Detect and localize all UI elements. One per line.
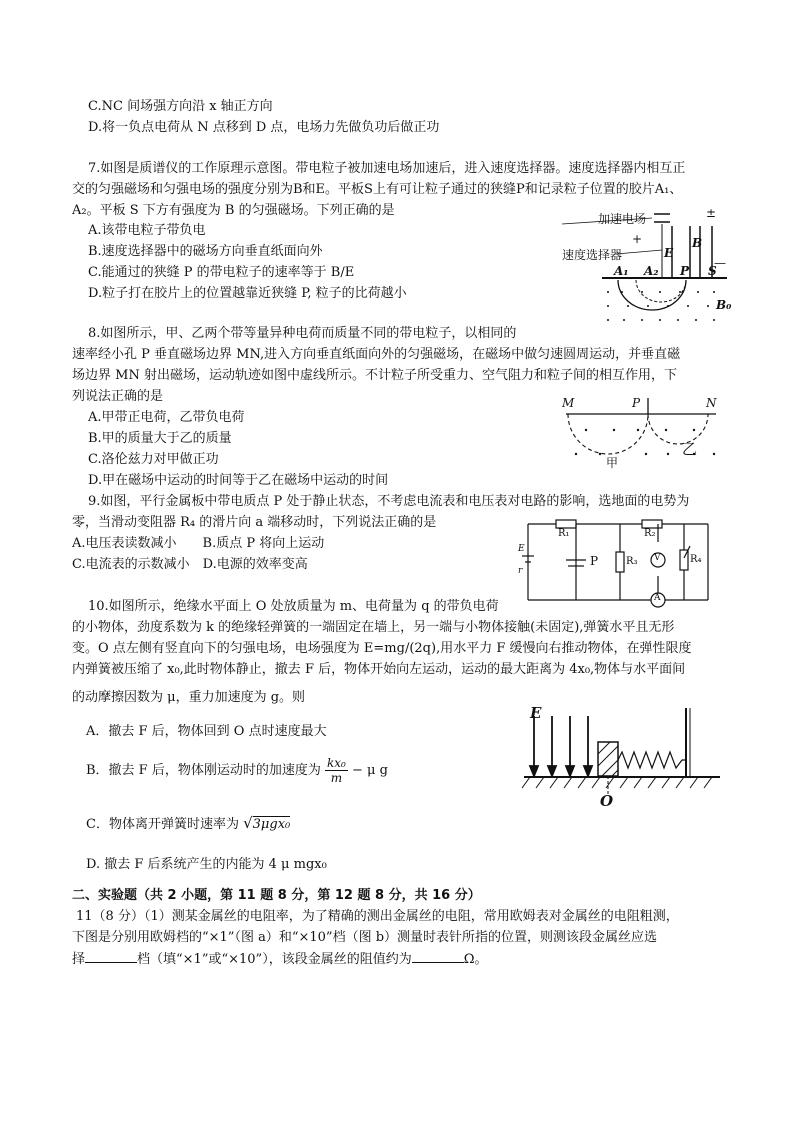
q9-options-ab: A.电压表读数减小 B.质点 P 将向上运动 (72, 536, 325, 551)
selector-label: 速度选择器 (562, 248, 623, 262)
q7-option-a: A.该带电粒子带负电 (88, 223, 206, 238)
o-point-label: O (600, 792, 614, 810)
q8-stem-line1: 8.如图所示，甲、乙两个带等量异种电荷而质量不同的带电粒子，以相同的 (88, 326, 517, 341)
sqrt-symbol: √ (243, 814, 253, 832)
q10-option-b (86, 756, 388, 785)
q8-stem-line4: 列说法正确的是 (72, 389, 164, 404)
magnetic-field-figure (556, 396, 726, 470)
spring-block-figure (520, 704, 726, 812)
q10-stem-line3: 变。O 点左侧有竖直向下的匀强电场，电场强度为 E=mg/(2q),用水平力 F 缓慢向右推动物体，在弹性限度 (72, 641, 692, 656)
r4-label: R₄ (690, 554, 702, 565)
particle-p-label: P (590, 554, 599, 568)
n-label: N (706, 396, 717, 410)
q10-option-d: D. 撤去 F 后系统产生的内能为 4 μ mgx₀ (86, 857, 327, 872)
q10-stem-line2: 的小物体，劲度系数为 k 的绝缘轻弹簧的一端固定在墙上，另一端与小物体接触(未固定),弹簧水平且无形 (72, 620, 675, 635)
mass-spectrometer-figure (562, 206, 732, 330)
jia-label: 甲 (606, 456, 619, 470)
q10-option-b-tail: − μ g (351, 763, 388, 778)
circuit-diagram (518, 516, 718, 608)
trajectory-diagram (556, 396, 726, 470)
q8-option-a: A.甲带正电荷，乙带负电荷 (88, 410, 245, 425)
plus-top-label: ± (706, 206, 717, 220)
q7-option-b: B.速度选择器中的磁场方向垂直纸面向外 (88, 244, 323, 259)
q7-option-d: D.粒子打在胶片上的位置越靠近狭缝 P, 粒子的比荷越小 (88, 286, 407, 301)
q7-option-c: C.能通过的狭缝 P 的带电粒子的速率等于 B/E (88, 265, 355, 280)
spring-block-diagram (520, 704, 726, 812)
a1-label: A₁ (614, 264, 629, 278)
p-slit-label: P (680, 264, 690, 278)
q10-stem-line5: 的动摩擦因数为 μ，重力加速度为 g。则 (72, 690, 306, 705)
b-field-label: B (692, 236, 703, 250)
a2-label: A₂ (644, 264, 659, 278)
q11-line2: 下图是分别用欧姆档的“×1”（图 a）和“×10”档（图 b）测量时表针所指的位置，则测该段金属丝应选 (72, 930, 658, 945)
emf-label: E (518, 544, 525, 554)
q11-line3-start: 择 (72, 952, 86, 967)
q10-stem-line1: 10.如图所示，绝缘水平面上 O 处放质量为 m、电荷量为 q 的带负电荷 (88, 599, 499, 614)
q10-option-a: A．撤去 F 后，物体回到 O 点时速度最大 (86, 724, 327, 739)
s-plate-label: S (708, 264, 717, 278)
q7-stem-line1: 7.如图是质谱仪的工作原理示意图。带电粒子被加速电场加速后，进入速度选择器。速度选择器内相互正 (88, 161, 686, 176)
q10-option-b-fraction (325, 756, 348, 785)
q11-line3-end: Ω。 (463, 952, 488, 967)
q7-stem-line2: 交的匀强磁场和匀强电场的强度分别为B和E。平板S上有可让粒子通过的狭缝P和记录粒子位置的胶片A₁、 (72, 182, 683, 197)
r1-label: R₁ (558, 528, 570, 539)
q9-stem-line1: 9.如图，平行金属板中带电质点 P 处于静止状态，不考虑电流表和电压表对电路的影响，选地面的电势为 (88, 494, 690, 509)
q8-stem-line2: 速率经小孔 P 垂直磁场边界 MN,进入方向垂直纸面向外的匀强磁场，在磁场中做匀速圆周运动，并垂直磁 (72, 347, 681, 362)
fraction-numerator: kx₀ (326, 756, 346, 770)
circuit-figure (518, 516, 718, 608)
e-field-label: E (530, 704, 542, 722)
q8-option-b: B.甲的质量大于乙的质量 (88, 431, 232, 446)
range-blank[interactable] (85, 950, 137, 963)
sqrt-radicand: 3μgx₀ (252, 817, 291, 832)
p-hole-label: P (632, 396, 641, 410)
accel-field-label: 加速电场 (598, 212, 647, 226)
q11-line3 (72, 950, 487, 969)
m-label: M (562, 396, 575, 410)
yi-label: 乙 (682, 440, 698, 458)
q7-stem-line3: A₂。平板 S 下方有强度为 B 的匀强磁场。下列正确的是 (72, 203, 395, 218)
fraction-denominator: m (330, 771, 343, 785)
voltmeter-label: V (654, 553, 661, 563)
minus-right-label: — (714, 256, 726, 270)
q8-option-c: C.洛伦兹力对甲做正功 (88, 452, 219, 467)
q10-stem-line4: 内弹簧被压缩了 x₀,此时物体静止，撤去 F 后，物体开始向左运动，运动的最大距离为 4x₀,物体与水平面间 (72, 662, 686, 677)
b0-label: B₀ (716, 298, 732, 312)
r-internal-label: r (518, 566, 523, 576)
q9-stem-line2: 零，当滑动变阻器 R₄ 的滑片向 a 端移动时，下列说法正确的是 (72, 515, 437, 530)
e-field-label: E (664, 246, 674, 260)
q10-option-b-text: B．撤去 F 后，物体刚运动时的加速度为 (86, 763, 321, 778)
q8-stem-line3: 场边界 MN 射出磁场，运动轨迹如图中虚线所示。不计粒子所受重力、空气阻力和粒子间的相互作用，下 (72, 368, 677, 383)
q6-option-c: C.NC 间场强方向沿 x 轴正方向 (88, 99, 273, 114)
r3-label: R₃ (626, 556, 638, 567)
section-two-title: 二、实验题（共 2 小题，第 11 题 8 分，第 12 题 8 分，共 16 分） (72, 888, 481, 903)
q11-line1: 11（8 分）（1）测某金属丝的电阻率，为了精确的测出金属丝的电阻，常用欧姆表对金属丝的电阻粗测， (76, 909, 679, 924)
q11-line3-mid: 档（填“×1”或“×10”），该段金属丝的阻值约为 (137, 952, 412, 967)
r2-label: R₂ (644, 528, 656, 539)
q6-option-d: D.将一负点电荷从 N 点移到 D 点，电场力先做负功后做正功 (88, 120, 440, 135)
resistance-blank[interactable] (412, 950, 464, 963)
ammeter-label: A (654, 593, 661, 603)
q9-options-cd: C.电流表的示数减小 D.电源的效率变高 (72, 557, 308, 572)
q10-option-c-text: C．物体离开弹簧时速率为 (86, 817, 239, 832)
q8-option-d: D.甲在磁场中运动的时间等于乙在磁场中运动的时间 (88, 473, 389, 488)
plus-left-label: + (632, 232, 643, 246)
q10-option-c (86, 814, 290, 834)
